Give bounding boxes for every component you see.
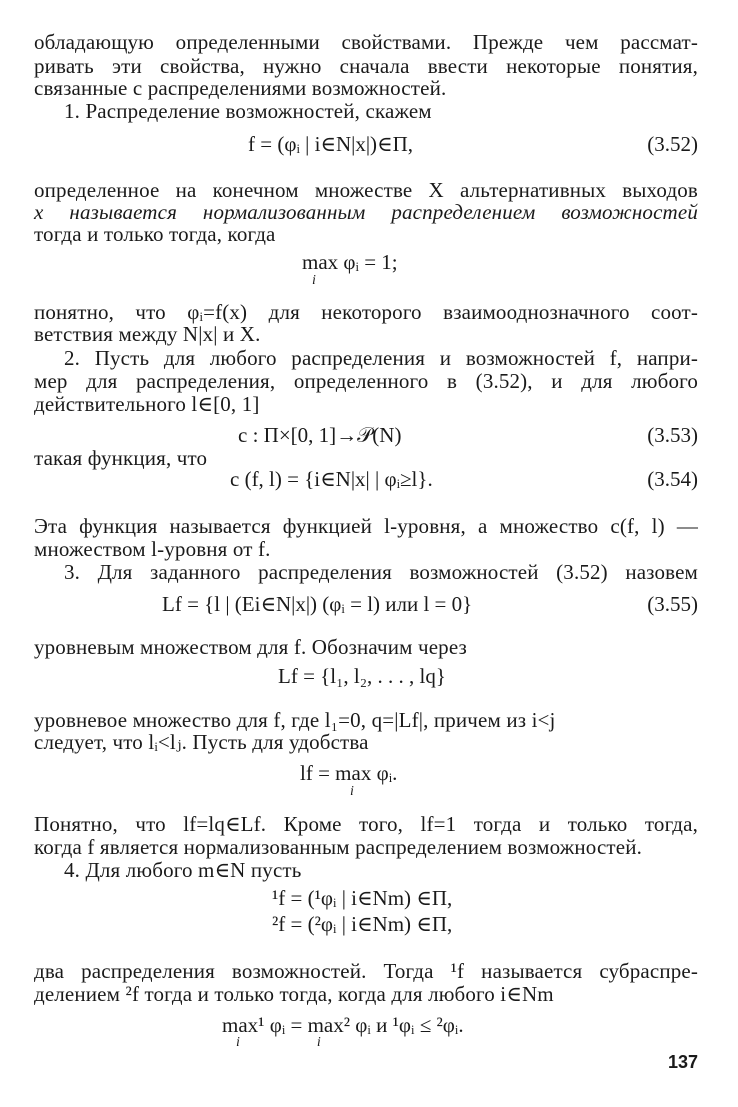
text-line: такая функция, что <box>34 446 208 470</box>
text-line: 3. Для заданного распределения возможностей (3.52) назовем <box>64 560 698 584</box>
formula-lf-max: lf = max φᵢ. <box>300 761 398 785</box>
text-line: ветствия между N|x| и X. <box>34 322 261 346</box>
text-line: мер для распределения, определенного в (3.52), и для любого <box>34 369 698 393</box>
equation-number: (3.55) <box>647 592 698 616</box>
text-line: делением ²f тогда и только тогда, когда для любого i∈Nm <box>34 982 554 1006</box>
formula-subscript: i <box>312 273 316 288</box>
equation-number: (3.52) <box>647 132 698 156</box>
text-line: связанные с распределениями возможностей. <box>34 76 447 100</box>
text-line: Понятно, что lf=lq∈Lf. Кроме того, lf=1 тогда и только тогда, <box>34 812 698 836</box>
formula-subdistribution: max¹ φᵢ = max² φᵢ и ¹φᵢ ≤ ²φᵢ. <box>222 1013 464 1037</box>
formula-3-54: c (f, l) = {i∈N|x| | φᵢ≥l}. <box>230 467 433 491</box>
formula-subscript: i <box>350 784 354 799</box>
formula-max: max φᵢ = 1; <box>302 250 398 274</box>
text-line: следует, что lᵢ<lⱼ. Пусть для удобства <box>34 730 369 754</box>
text-line: понятно, что φᵢ=f(x) для некоторого взаимооднозначного соот- <box>34 300 698 324</box>
page-number: 137 <box>667 1052 698 1072</box>
formula-subscript: i i <box>236 1035 321 1050</box>
formula-2f: ²f = (²φᵢ | i∈Nm) ∈Π, <box>272 912 453 936</box>
formula-1f: ¹f = (¹φᵢ | i∈Nm) ∈Π, <box>272 886 453 910</box>
text-line: когда f является нормализованным распределением возможностей. <box>34 835 642 859</box>
equation-number: (3.54) <box>647 467 698 491</box>
formula-3-55: Lf = {l | (Ei∈N|x|) (φᵢ = l) или l = 0} <box>162 592 473 616</box>
formula-3-52: f = (φᵢ | i∈N|x|)∈Π, <box>248 132 413 156</box>
text-line: Эта функция называется функцией l-уровня, а множество c(f, l) — <box>34 514 698 538</box>
text-line: тогда и только тогда, когда <box>34 222 276 246</box>
text-line: 2. Пусть для любого распределения и возможностей f, напри- <box>64 346 698 370</box>
text-line: множеством l-уровня от f. <box>34 537 271 561</box>
text-line: x называется нормализованным распределением возможностей <box>34 200 698 224</box>
text-line: определенное на конечном множестве X альтернативных выходов <box>34 178 698 202</box>
text-line: ривать эти свойства, нужно сначала ввести некоторые понятия, <box>34 54 698 78</box>
text-line: уровневым множеством для f. Обозначим через <box>34 635 468 659</box>
text-line: обладающую определенными свойствами. Прежде чем рассмат- <box>34 30 698 54</box>
text-line: два распределения возможностей. Тогда ¹f называется субраспре- <box>34 959 698 983</box>
text-line: действительного l∈[0, 1] <box>34 392 260 416</box>
text-line: уровневое множество для f, где l₁=0, q=|Lf|, причем из i<j <box>34 708 556 732</box>
text-line: 4. Для любого m∈N пусть <box>64 858 302 882</box>
text-line: 1. Распределение возможностей, скажем <box>64 99 432 123</box>
formula-3-53: c : Π×[0, 1]→𝒫(N) <box>238 423 402 447</box>
equation-number: (3.53) <box>647 423 698 447</box>
formula-level-set: Lf = {l₁, l₂, . . . , lq} <box>278 664 446 688</box>
